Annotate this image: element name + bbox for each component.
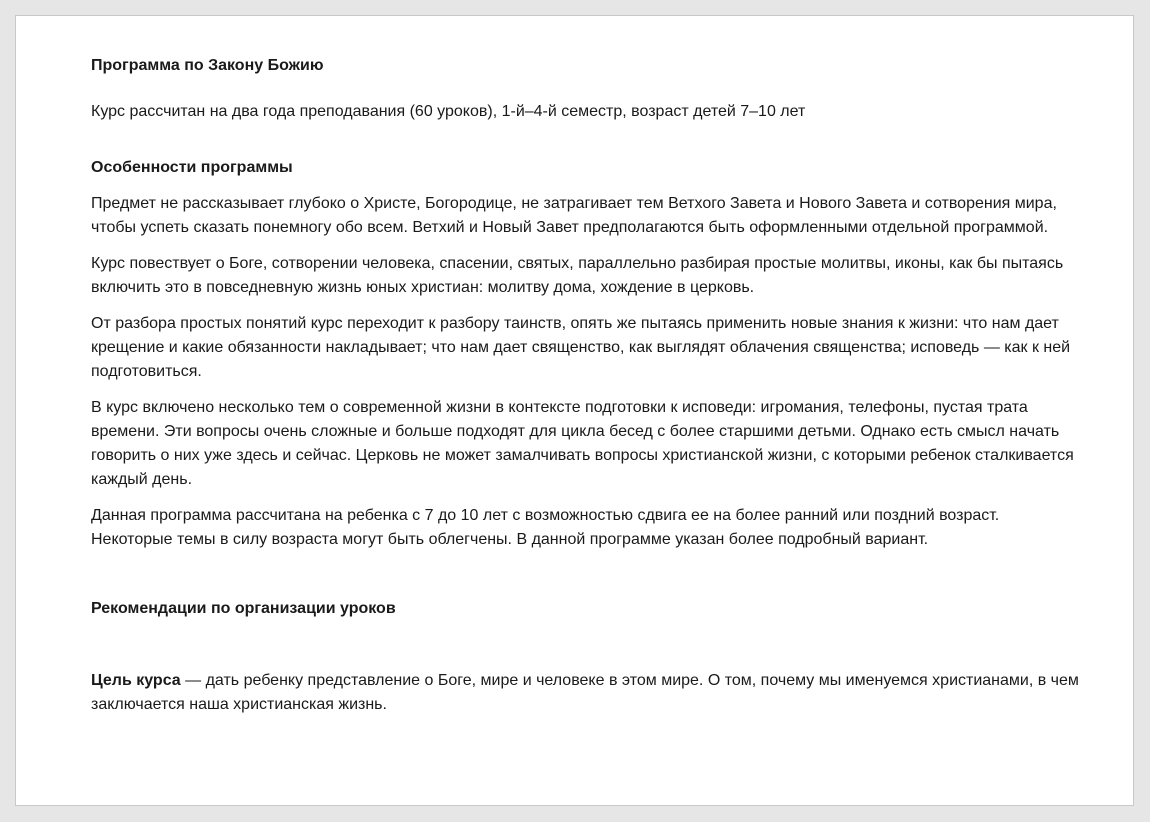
goal-paragraph <box>91 669 1081 717</box>
goal-text: — дать ребенку представление о Боге, мире и человеке в этом мире. О том, почему мы именуемся христианами, в чем заключается наша христианская жизнь. <box>91 672 1079 713</box>
paragraph-4: В курс включено несколько тем о современной жизни в контексте подготовки к исповеди: игромания, телефоны, пустая трата времени. Эти вопросы очень сложные и больше подходят для цикла бесед с более старшими детьми. Однако есть смысл начать говорить о них уже здесь и сейчас. Церковь не может замалчивать вопросы христианской жизни, с которыми ребенок сталкивается каждый день. <box>91 399 1074 488</box>
recommend-heading: Рекомендации по организации уроков <box>91 600 396 617</box>
document-title: Программа по Закону Божию <box>91 57 324 74</box>
features-heading: Особенности программы <box>91 159 293 176</box>
document-page <box>15 15 1134 806</box>
paragraph-2: Курс повествует о Боге, сотворении человека, спасении, святых, параллельно разбирая простые молитвы, иконы, как бы пытаясь включить это в повседневную жизнь юных христиан: молитву дома, хождение в церковь. <box>91 255 1064 296</box>
paragraph-1: Предмет не рассказывает глубоко о Христе, Богородице, не затрагивает тем Ветхого Завета и Нового Завета и сотворения мира, чтобы успеть сказать понемногу обо всем. Ветхий и Новый Завет предполагаются быть оформленными отдельной программой. <box>91 195 1057 236</box>
document-body <box>91 56 1081 717</box>
document-subtitle: Курс рассчитан на два года преподавания (60 уроков), 1-й–4-й семестр, возраст детей 7–10 лет <box>91 103 806 120</box>
paragraph-5: Данная программа рассчитана на ребенка с 7 до 10 лет с возможностью сдвига ее на более ранний или поздний возраст. Некоторые темы в силу возраста могут быть облегчены. В данной программе указан более подробный вариант. <box>91 507 1000 548</box>
goal-label: Цель курса <box>91 672 181 689</box>
paragraph-3: От разбора простых понятий курс переходит к разбору таинств, опять же пытаясь применить новые знания к жизни: что нам дает крещение и какие обязанности накладывает; что нам дает священство, как выглядят облачения священства; исповедь — как к ней подготовиться. <box>91 315 1071 380</box>
